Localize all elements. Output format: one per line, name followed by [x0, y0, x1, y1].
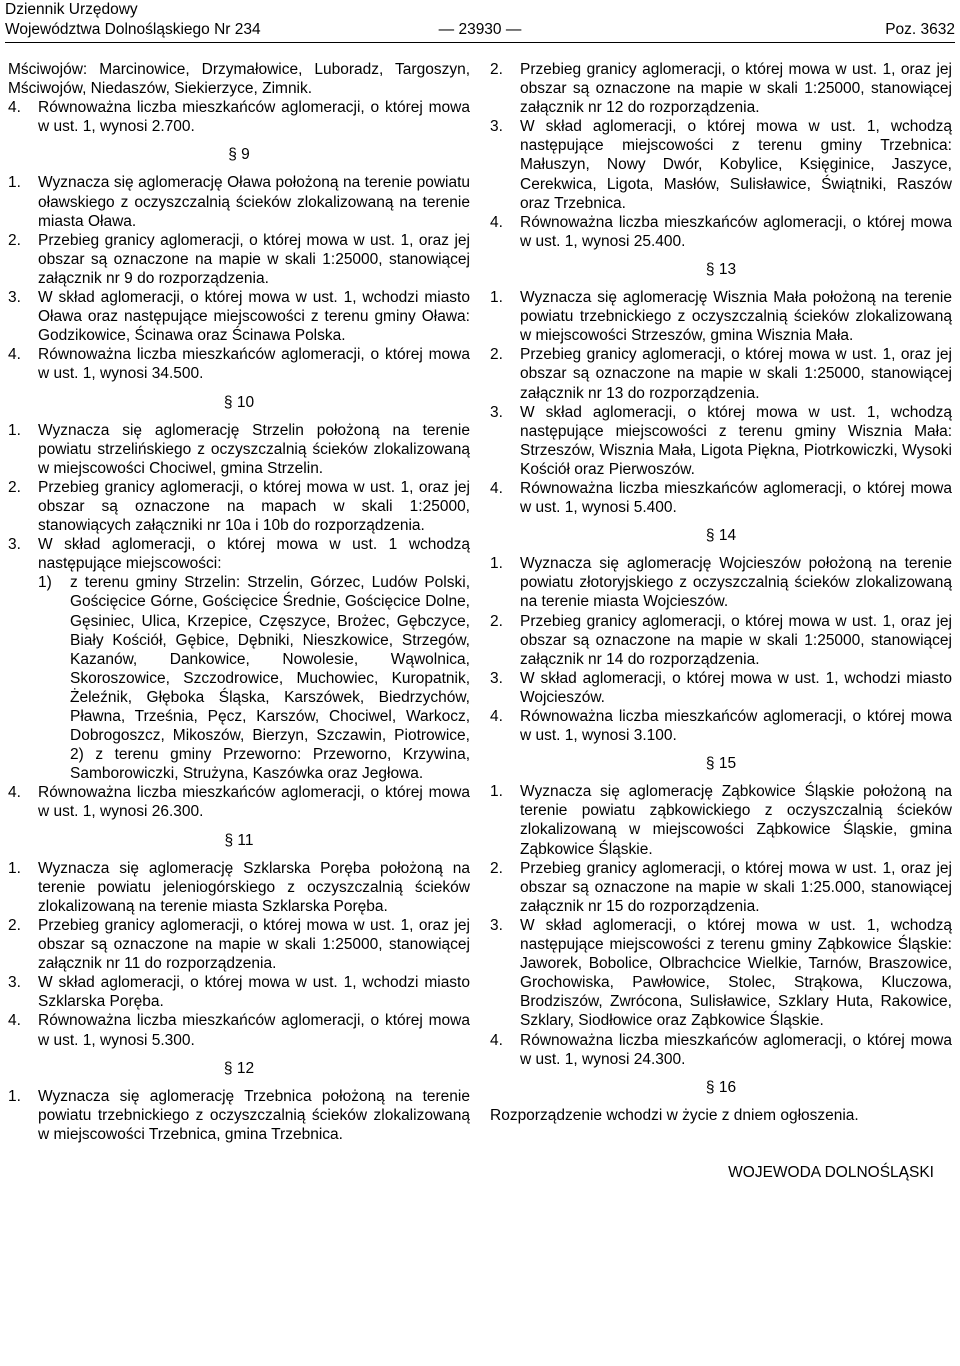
paragraph-item: 1. Wyznacza się aglomerację Strzelin położoną na terenie powiatu strzelińskiego z oczyszczalnią ścieków zlokalizowaną w miejscowości Chociwel, gmina Strzelin. [8, 421, 470, 477]
paragraph-item: 3. W skład aglomeracji, o której mowa w ust. 1, wchodzą następujące miejscowości z terenu gminy Trzebnica: Małuszyn, Nowy Dwór, Kobylice, Księginice, Jaszyce, Cerekwica, Ligota, Masłów, Sulisławice, Świątniki, Raszów oraz Trzebnica. [490, 118, 952, 212]
paragraph-item: 1. Wyznacza się aglomerację Oława położoną na terenie powiatu oławskiego z oczyszczalnią ścieków zlokalizowaną na terenie miasta Oława. [8, 174, 470, 230]
paragraph-item: 4. Równoważna liczba mieszkańców aglomeracji, o której mowa w ust. 1, wynosi 2.700. [8, 99, 470, 136]
paragraph-item: 1. Wyznacza się aglomerację Wojcieszów położoną na terenie powiatu złotoryjskiego z oczyszczalnią ścieków zlokalizowaną na terenie miasta Wojcieszów. [490, 555, 952, 611]
paragraph-item: 4. Równoważna liczba mieszkańców aglomeracji, o której mowa w ust. 1, wynosi 26.300. [8, 784, 470, 821]
paragraph-item: 4. Równoważna liczba mieszkańców aglomeracji, o której mowa w ust. 1, wynosi 3.100. [490, 708, 952, 745]
left-column [8, 60, 470, 1144]
header-rule [5, 42, 955, 43]
section-heading: § 15 [705, 755, 737, 773]
signature: WOJEWODA DOLNOŚLĄSKI [728, 1163, 934, 1181]
section-heading: § 14 [705, 527, 737, 545]
paragraph-item: 1. Wyznacza się aglomerację Szklarska Poręba położoną na terenie powiatu jeleniogórskiego z oczyszczalnią ścieków zlokalizowaną na terenie miasta Szklarska Poręba. [8, 859, 470, 915]
paragraph-item: 4. Równoważna liczba mieszkańców aglomeracji, o której mowa w ust. 1, wynosi 5.300. [8, 1012, 470, 1049]
paragraph-item: 3. W skład aglomeracji, o której mowa w ust. 1, wchodzi miasto Szklarska Poręba. [8, 974, 470, 1011]
journal-subtitle: Województwa Dolnośląskiego Nr 234 [5, 21, 261, 38]
section-heading: § 9 [228, 146, 250, 164]
journal-title: Dziennik Urzędowy [5, 1, 138, 18]
paragraph-item: 4. Równoważna liczba mieszkańców aglomeracji, o której mowa w ust. 1, wynosi 25.400. [490, 213, 952, 250]
section-heading: § 12 [223, 1059, 255, 1077]
paragraph-item: 3. W skład aglomeracji, o której mowa w ust. 1, wchodzą następujące miejscowości z terenu gminy Ząbkowice Śląskie: Jaworek, Bobolice, Olbrachcice Wielkie, Tarnów, Braszowice, Grochowiska, Pawłowice, Stolec, Strąkowa, Kluczowa, Brodziszów, Zwrócona, Sulisławice, Szklary Huta, Rakowice, Szklary, Siodłowice oraz Ząbkowice Śląskie. [490, 916, 952, 1030]
paragraph-item: 1. Wyznacza się aglomerację Ząbkowice Śląskie położoną na terenie powiatu ząbkowickiego z oczyszczalnią ścieków zlokalizowaną w miejscowości Ząbkowice Śląskie, gmina Ząbkowice Śląskie. [490, 783, 952, 858]
paragraph-item: 1. Wyznacza się aglomerację Trzebnica położoną na terenie powiatu trzebnickiego z oczyszczalnią ścieków zlokalizowaną w miejscowości Trzebnica, gmina Trzebnica. [8, 1087, 470, 1143]
section-heading: § 10 [223, 393, 255, 411]
paragraph-item: 2. Przebieg granicy aglomeracji, o której mowa w ust. 1, oraz jej obszar są oznaczone na mapie w skali 1:25000, stanowiącej załącznik nr 12 do rozporządzenia. [490, 61, 952, 117]
paragraph-item: 3. W skład aglomeracji, o której mowa w ust. 1 wchodzą następujące miejscowości: [8, 536, 470, 573]
section-heading: § 13 [705, 260, 737, 278]
position-number: Poz. 3632 [885, 21, 955, 38]
section-heading: § 11 [224, 831, 254, 849]
paragraph-item: 2. Przebieg granicy aglomeracji, o której mowa w ust. 1, oraz jej obszar są oznaczone na mapie w skali 1:25.000, stanowiącej załącznik nr 15 do rozporządzenia. [490, 859, 952, 915]
paragraph-item: 4. Równoważna liczba mieszkańców aglomeracji, o której mowa w ust. 1, wynosi 5.400. [490, 479, 952, 517]
paragraph-item: 2. Przebieg granicy aglomeracji, o której mowa w ust. 1, oraz jej obszar są oznaczone na mapie w skali 1:25000, stanowiącej załącznik nr 9 do rozporządzenia. [8, 231, 470, 287]
paragraph-item: 3. W skład aglomeracji, o której mowa w ust. 1, wchodzi miasto Wojcieszów. [490, 669, 952, 706]
section-heading: § 16 [705, 1078, 737, 1096]
paragraph: Rozporządzenie wchodzi w życie z dniem ogłoszenia. [490, 1106, 859, 1124]
paragraph-item: 3. W skład aglomeracji, o której mowa w ust. 1, wchodzą następujące miejscowości z terenu gminy Wisznia Mała: Strzeszów, Wisznia Mała, Ligota Piękna, Piotrkowiczki, Wysoki Kościół oraz Pierwoszów. [490, 403, 952, 478]
paragraph-item: 2. Przebieg granicy aglomeracji, o której mowa w ust. 1, oraz jej obszar są oznaczone na mapie w skali 1:25000, stanowiącej załącznik nr 14 do rozporządzenia. [490, 612, 952, 668]
paragraph-item: 2. Przebieg granicy aglomeracji, o której mowa w ust. 1, oraz jej obszar są oznaczone na mapach w skali 1:25000, stanowiących załączniki nr 10a i 10b do rozporządzenia. [8, 478, 470, 535]
paragraph-item: 4. Równoważna liczba mieszkańców aglomeracji, o której mowa w ust. 1, wynosi 24.300. [490, 1031, 952, 1068]
paragraph-item: 2. Przebieg granicy aglomeracji, o której mowa w ust. 1, oraz jej obszar są oznaczone na mapie w skali 1:25000, stanowiącej załącznik nr 11 do rozporządzenia. [8, 916, 470, 973]
paragraph-item: 2. Przebieg granicy aglomeracji, o której mowa w ust. 1, oraz jej obszar są oznaczone na mapie w skali 1:25000, stanowiącej załącznik nr 13 do rozporządzenia. [490, 346, 952, 402]
right-column [490, 60, 952, 1182]
page-header [5, 0, 955, 40]
page-number: — 23930 — [438, 21, 522, 38]
list-subitem: 1) z terenu gminy Strzelin: Strzelin, Górzec, Ludów Polski, Gościęcice Górne, Gościęcice Średnie, Gościęcice Dolne, Gęsiniec, Ulica, Krzepice, Częszyce, Brożec, Gębczyce, Biały Kościół, Gębice, Dębniki, Nieszkowice, Strzegów, Kazanów, Dankowice, Nowolesie, Wąwolnica, Skoroszowice, Szczodrowice, Muchowiec, Kuropatnik, Żeleźnik, Głęboka Śląska, Karszówek, Biedrzychów, Pławna, Trześnia, Pęcz, Karszów, Chociwel, Warkocz, Dobrogoszcz, Mikoszów, Bierzyn, Szczawin, Piotrowice, 2) z terenu gminy Przeworno: Przeworno, Krzywina, Samborowiczki, Strużyna, Kaszówka oraz Jegłowa. [38, 574, 470, 783]
paragraph-item: 1. Wyznacza się aglomerację Wisznia Mała położoną na terenie powiatu trzebnickiego z oczyszczalnią ścieków zlokalizowaną w miejscowości Strzeszów, gmina Wisznia Mała. [490, 289, 952, 345]
paragraph-item: 3. W skład aglomeracji, o której mowa w ust. 1, wchodzi miasto Oława oraz następujące miejscowości z terenu gminy Oława: Godzikowice, Ścinawa oraz Ścinawa Polska. [8, 289, 470, 345]
paragraph-item: 4. Równoważna liczba mieszkańców aglomeracji, o której mowa w ust. 1, wynosi 34.500. [8, 346, 470, 383]
paragraph: Mściwojów: Marcinowice, Drzymałowice, Luboradz, Targoszyn, Mściwojów, Niedaszów, Siekierzyce, Zimnik. [8, 61, 470, 98]
